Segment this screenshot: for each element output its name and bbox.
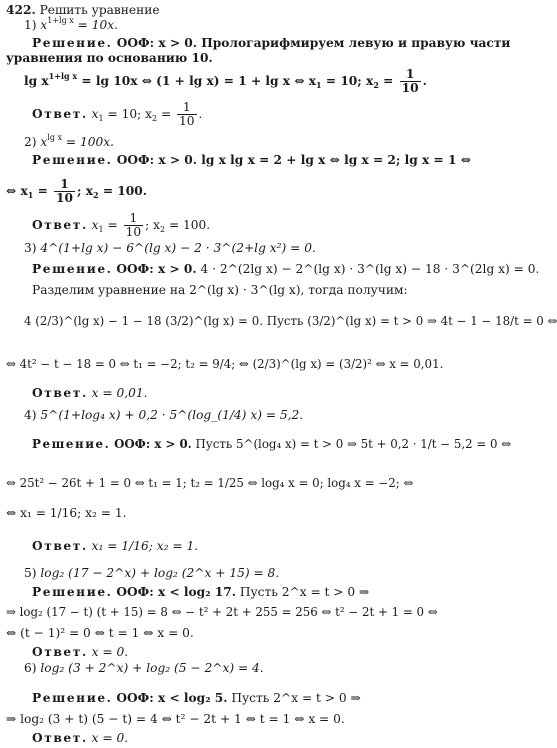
part2-equation: 2) $x^{lg x} = 100x$. — [24, 133, 114, 149]
part1-answer: Ответ. $x_1 = 10$; $x_2$ = $\frac{1}{10}$ . — [32, 100, 203, 128]
part6-solution: Решение. ООФ: x < log₂ 5. Пусть 2^x = t > 0 ⇒ — [32, 691, 361, 705]
part6-line-b: ⇒ log₂ (3 + t) (5 − t) = 4 ⇔ t² − 2t + 1 ⇔ t = 1 ⇔ x = 0. — [6, 712, 345, 726]
part2-solution: Решение. ООФ: x > 0. lg x lg x = 2 + lg x ⇔ lg x = 2; lg x = 1 ⇔ — [32, 153, 471, 167]
part3-line-a: 4 (2/3)^(lg x) − 1 − 18 (3/2)^(lg x) = 0. Пусть (3/2)^(lg x) = t > 0 ⇒ 4t − 1 − 18/t = 0 ⇔ — [24, 314, 557, 328]
part5-equation: 5) log₂ (17 − 2^x) + log₂ (2^x + 15) = 8. — [24, 566, 280, 580]
part4-line-c: ⇔ x₁ = 1/16; x₂ = 1. — [6, 506, 127, 520]
problem-header — [6, 3, 160, 17]
part3-solution: Решение. ООФ: x > 0. 4 · 2^(2lg x) − 2^(lg x) · 3^(lg x) − 18 · 3^(2lg x) = 0. — [32, 262, 540, 276]
part5-line-b: ⇒ log₂ (17 − t) (t + 15) = 8 ⇔ − t² + 2t + 255 = 256 ⇔ t² − 2t + 1 = 0 ⇔ — [6, 605, 438, 619]
part2-answer: Ответ. $x_1$ = $\frac{1}{10}$ ; $x_2 = 100$. — [32, 211, 211, 239]
problem-number: 422. — [6, 3, 36, 17]
part3-answer: Ответ. x = 0,01. — [32, 386, 148, 400]
problem-task: Решить уравнение — [39, 3, 160, 17]
part1-derivation: $\lg x^{1+lg x} = \lg 10x$ ⇔ (1 + lg x) = 1 + lg x ⇔ $x_1 = 10$; $x_2$ = $\frac{1}{10}$ . — [24, 67, 427, 95]
part3-divide: Разделим уравнение на 2^(lg x) · 3^(lg x), тогда получим: — [32, 283, 408, 297]
part2-derivation: ⇔ $x_1$ = $\frac{1}{10}$ ; $x_2 = 100$. — [6, 177, 147, 205]
part4-solution: Решение. ООФ: x > 0. Пусть 5^(log₄ x) = t > 0 ⇒ 5t + 0,2 · 1/t − 5,2 = 0 ⇔ — [32, 437, 512, 451]
part5-solution: Решение. ООФ: x < log₂ 17. Пусть 2^x = t > 0 ⇒ — [32, 585, 370, 599]
part3-equation: 3) 4^(1+lg x) − 6^(lg x) − 2 · 3^(2+lg x²) = 0. — [24, 241, 316, 255]
part4-equation: 4) 5^(1+log₄ x) + 0,2 · 5^(log_(1/4) x) = 5,2. — [24, 408, 304, 422]
part1-solution: Решение. ООФ: x > 0. Прологарифмируем левую и правую части — [32, 36, 511, 50]
part4-answer: Ответ. x₁ = 1/16; x₂ = 1. — [32, 539, 199, 553]
part6-equation: 6) log₂ (3 + 2^x) + log₂ (5 − 2^x) = 4. — [24, 661, 264, 675]
part6-answer: Ответ. x = 0. — [32, 731, 129, 745]
part4-line-b: ⇔ 25t² − 26t + 1 = 0 ⇔ t₁ = 1; t₂ = 1/25 ⇔ log₄ x = 0; log₄ x = −2; ⇔ — [6, 476, 414, 490]
part5-answer: Ответ. x = 0. — [32, 645, 129, 659]
part1-solution-cont: уравнения по основанию 10. — [6, 51, 213, 65]
part5-line-c: ⇔ (t − 1)² = 0 ⇔ t = 1 ⇔ x = 0. — [6, 626, 194, 640]
part3-line-b: ⇔ 4t² − t − 18 = 0 ⇔ t₁ = −2; t₂ = 9/4; ⇔ (2/3)^(lg x) = (3/2)² ⇔ x = 0,01. — [6, 357, 444, 371]
part1-equation: 1) $x^{1+lg x} = 10x$. — [24, 16, 119, 32]
